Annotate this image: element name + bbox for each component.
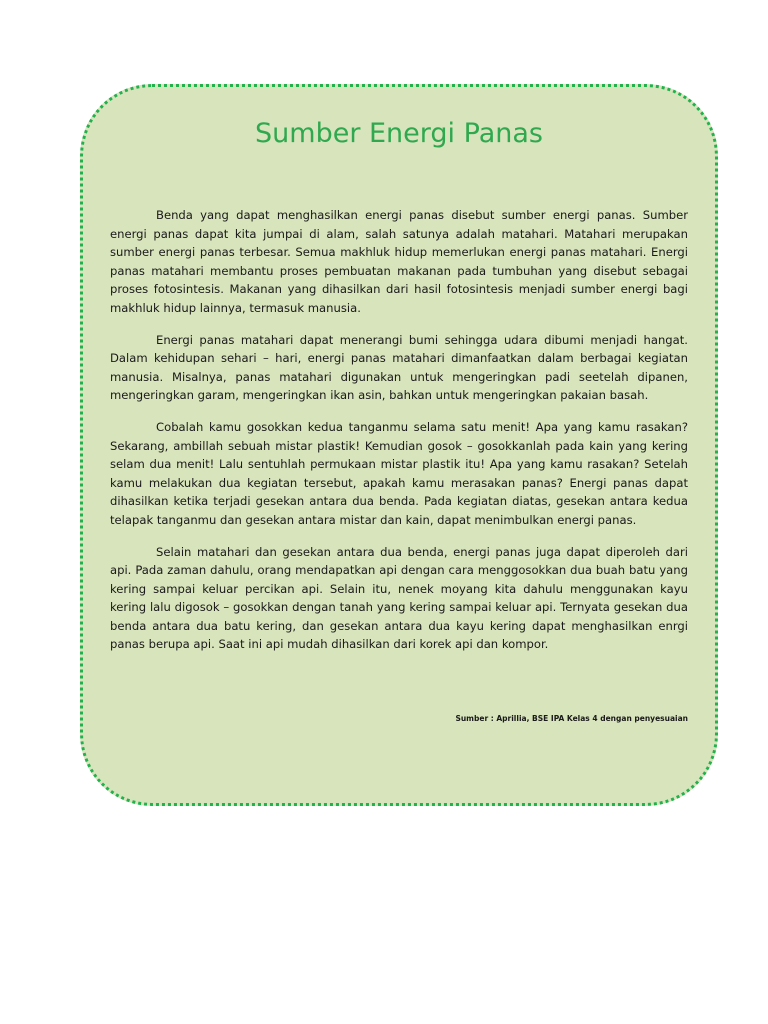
paragraph-2: Energi panas matahari dapat menerangi bumi sehingga udara dibumi menjadi hangat. Dalam kehidupan sehari – hari, energi panas matahari dimanfaatkan dalam berbagai kegiatan manusia. Misalnya, panas matahari digunakan untuk mengeringkan padi seetelah dipanen, mengeringkan garam, mengeringkan ikan asin, bahkan untuk mengeringkan pakaian basah. bbox=[110, 332, 688, 403]
article-body bbox=[110, 206, 688, 667]
paragraph-4: Selain matahari dan gesekan antara dua benda, energi panas juga dapat diperoleh dari api. Pada zaman dahulu, orang mendapatkan api dengan cara menggosokkan dua buah batu yang kering sampai keluar percikan api. Selain itu, nenek moyang kita dahulu menggunakan kayu kering lalu digosok – gosokkan dengan tanah yang kering sampai keluar api. Ternyata gesekan dua benda antara dua batu kering, dan gesekan antara dua kayu kering dapat menghasilkan enrgi panas berupa api. Saat ini api mudah dihasilkan dari korek api dan kompor. bbox=[110, 544, 688, 652]
page-title: Sumber Energi Panas bbox=[255, 118, 543, 149]
source-citation: Sumber : Aprillia, BSE IPA Kelas 4 dengan penyesuaian bbox=[455, 714, 688, 723]
paragraph-1: Benda yang dapat menghasilkan energi panas disebut sumber energi panas. Sumber energi panas dapat kita jumpai di alam, salah satunya adalah matahari. Matahari merupakan sumber energi panas terbesar. Semua makhluk hidup memerlukan energi panas matahari. Energi panas matahari membantu proses pembuatan makanan pada tumbuhan yang disebut sebagai proses fotosintesis. Makanan yang dihasilkan dari hasil fotosintesis menjadi sumber energi bagi makhluk hidup lainnya, termasuk manusia. bbox=[110, 208, 688, 315]
paragraph-3: Cobalah kamu gosokkan kedua tanganmu selama satu menit! Apa yang kamu rasakan? Sekarang, ambillah sebuah mistar plastik! Kemudian gosok – gosokkanlah pada kain yang kering selam dua menit! Lalu sentuhlah permukaan mistar plastik itu! Apa yang kamu rasakan? Setelah kamu melakukan dua kegiatan tersebut, apakah kamu merasakan panas? Energi panas dapat dihasilkan ketika terjadi gesekan antara dua benda. Pada kegiatan diatas, gesekan antara kedua telapak tanganmu dan gesekan antara mistar dan kain, dapat menimbulkan energi panas. bbox=[110, 419, 688, 527]
